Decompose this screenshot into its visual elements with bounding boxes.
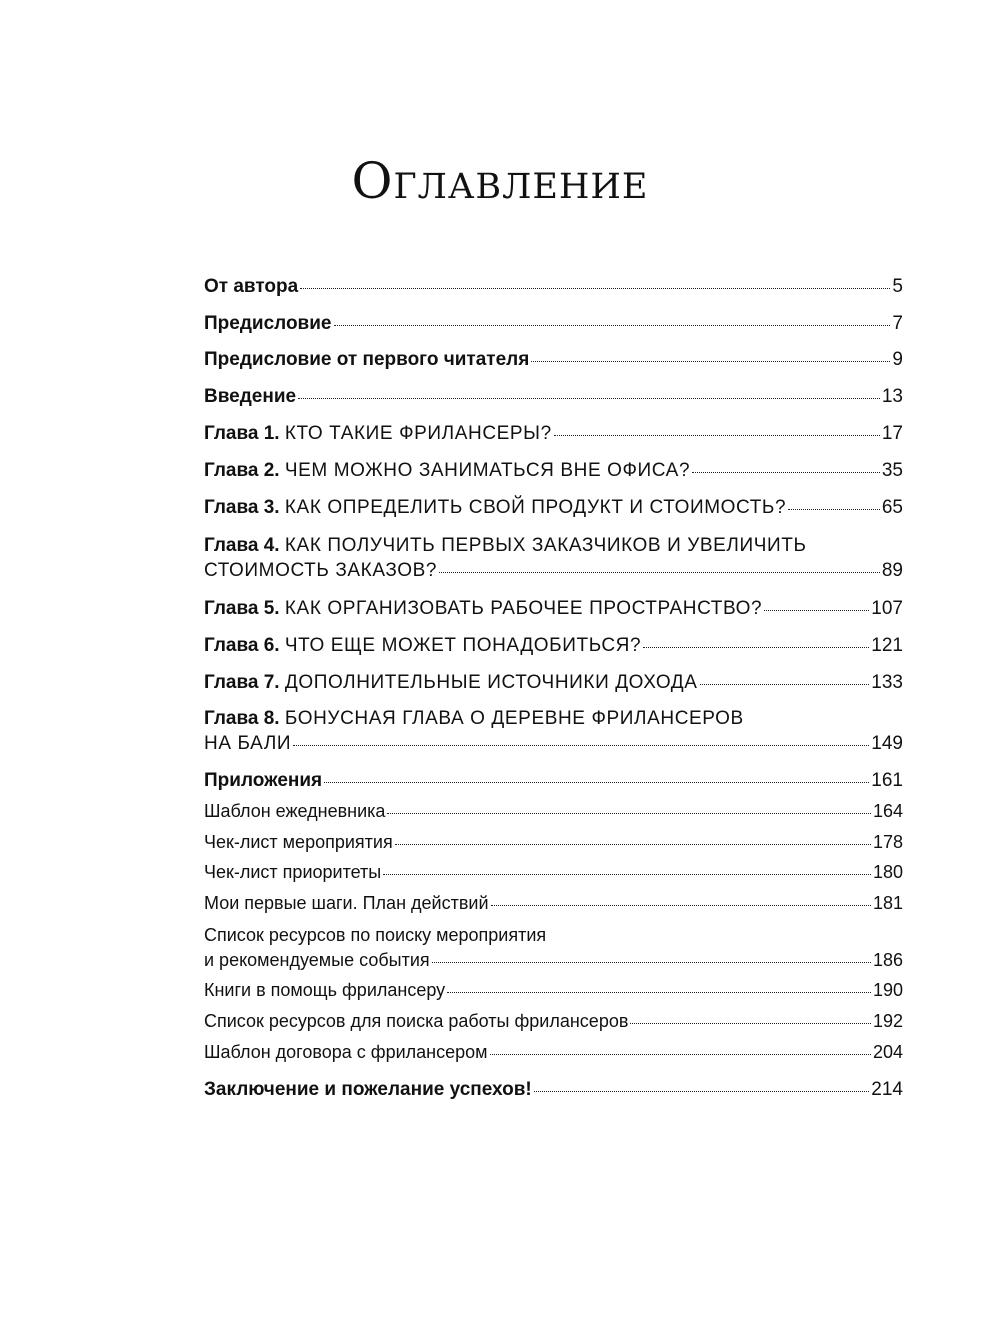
dot-leader [534,1091,870,1092]
toc-entry-chapter-5[interactable] [204,596,903,621]
chapter-title-line-1: БОНУСНАЯ ГЛАВА О ДЕРЕВНЕ ФРИЛАНСЕРОВ [284,708,744,729]
dot-leader [432,962,871,963]
chapter-prefix: Глава 4. [204,535,280,556]
chapter-prefix: Глава 1. [204,423,280,444]
toc-entry-label-line-1: Список ресурсов по поиску мероприятия [204,925,547,945]
dot-leader [300,288,890,289]
toc-entry-label: Предисловие [204,313,332,334]
toc-entry-chapter-2[interactable] [204,458,903,483]
toc-entry-page: 107 [871,598,903,619]
chapter-title: КАК ОПРЕДЕЛИТЬ СВОЙ ПРОДУКТ И СТОИМОСТЬ? [284,497,787,518]
dot-leader [491,905,871,906]
chapter-prefix: Глава 7. [204,672,280,693]
dot-leader [334,325,891,326]
dot-leader [531,361,890,362]
chapter-title: ДОПОЛНИТЕЛЬНЫЕ ИСТОЧНИКИ ДОХОДА [284,672,698,693]
dot-leader [764,610,869,611]
toc-entry-page: 180 [872,862,903,882]
toc-entry-label: Шаблон ежедневника [204,801,386,821]
toc-entry-page: 204 [872,1042,903,1062]
chapter-prefix: Глава 8. [204,708,280,729]
dot-leader [692,472,880,473]
toc-entry-appendix[interactable] [204,768,903,793]
toc-entry-appendix-books[interactable] [204,978,903,1003]
toc-entry-page: 89 [881,560,903,581]
toc-entry-chapter-8[interactable] [204,706,903,756]
toc-entry-page: 13 [881,386,903,407]
toc-entry-label: Список ресурсов для поиска работы фрилансеров [204,1011,629,1031]
toc-entry-label: Книги в помощь фрилансеру [204,980,446,1000]
toc-entry-label: Приложения [204,770,323,791]
toc-entry-page: 9 [892,349,903,370]
toc-entry-label: Чек-лист мероприятия [204,832,393,852]
page-title: Оглавление [351,152,649,210]
dot-leader [643,647,869,648]
toc-entry-page: 181 [872,893,903,913]
dot-leader [439,572,880,573]
chapter-prefix: Глава 6. [204,635,280,656]
dot-leader [447,992,871,993]
dot-leader [554,435,880,436]
chapter-prefix: Глава 5. [204,598,280,619]
toc-entry-page: 192 [872,1011,903,1031]
toc-entry-appendix-planner[interactable] [204,799,903,824]
toc-entry-appendix-event-checklist[interactable] [204,830,903,855]
chapter-title: КТО ТАКИЕ ФРИЛАНСЕРЫ? [284,423,552,444]
toc-entry-page: 7 [892,313,903,334]
toc-entry-page: 190 [872,980,903,1000]
toc-entry-appendix-priorities[interactable] [204,860,903,885]
toc-entry-label-line-2: и рекомендуемые события [204,950,430,970]
chapter-prefix: Глава 2. [204,460,280,481]
toc-entry-page: 161 [871,770,903,791]
toc-entry-appendix-resources[interactable] [204,923,903,973]
toc-entry-page: 214 [871,1079,903,1100]
toc-entry-page: 164 [872,801,903,821]
toc-entry-preface[interactable] [204,311,903,336]
toc-entry-label: Заключение и пожелание успехов! [204,1079,532,1100]
chapter-title: ЧТО ЕЩЕ МОЖЕТ ПОНАДОБИТЬСЯ? [284,635,642,656]
toc-entry-appendix-first-steps[interactable] [204,891,903,916]
chapter-title: КАК ОРГАНИЗОВАТЬ РАБОЧЕЕ ПРОСТРАНСТВО? [284,598,763,619]
chapter-prefix: Глава 3. [204,497,280,518]
dot-leader [293,745,869,746]
dot-leader [324,782,869,783]
dot-leader [630,1023,871,1024]
toc-entry-chapter-7[interactable] [204,670,903,695]
toc-entry-label: Шаблон договора с фрилансером [204,1042,488,1062]
chapter-title-line-2: СТОИМОСТЬ ЗАКАЗОВ? [204,560,438,581]
toc-entry-intro[interactable] [204,384,903,409]
dot-leader [298,398,880,399]
toc-entry-chapter-6[interactable] [204,633,903,658]
chapter-title: ЧЕМ МОЖНО ЗАНИМАТЬСЯ ВНЕ ОФИСА? [284,460,691,481]
chapter-title-line-2: НА БАЛИ [204,733,292,754]
toc-entry-label: Предисловие от первого читателя [204,349,530,370]
dot-leader [490,1054,871,1055]
toc-entry-page: 121 [871,635,903,656]
toc-entry-label: От автора [204,276,299,297]
toc-entry-page: 149 [871,733,903,754]
toc-entry-label: Мои первые шаги. План действий [204,893,489,913]
toc-entry-page: 17 [881,423,903,444]
toc-entry-preface-reader[interactable] [204,347,903,372]
dot-leader [383,874,871,875]
chapter-title-line-1: КАК ПОЛУЧИТЬ ПЕРВЫХ ЗАКАЗЧИКОВ И УВЕЛИЧИТЬ [284,535,807,556]
dot-leader [387,813,871,814]
dot-leader [788,509,880,510]
toc-entry-page: 35 [881,460,903,481]
dot-leader [700,684,870,685]
toc-entry-page: 65 [881,497,903,518]
toc-entry-page: 186 [872,950,903,970]
toc-entry-label: Введение [204,386,297,407]
toc-entry-chapter-1[interactable] [204,421,903,446]
toc-entry-chapter-3[interactable] [204,495,903,520]
toc-entry-author[interactable] [204,274,903,299]
toc-entry-page: 178 [872,832,903,852]
toc-entry-appendix-job-resources[interactable] [204,1009,903,1034]
toc-entry-page: 133 [871,672,903,693]
toc-entry-page: 5 [892,276,903,297]
toc-entry-label: Чек-лист приоритеты [204,862,382,882]
toc-entry-appendix-contract[interactable] [204,1040,903,1065]
toc-entry-chapter-4[interactable] [204,533,903,583]
dot-leader [395,844,871,845]
toc-entry-conclusion[interactable] [204,1077,903,1102]
